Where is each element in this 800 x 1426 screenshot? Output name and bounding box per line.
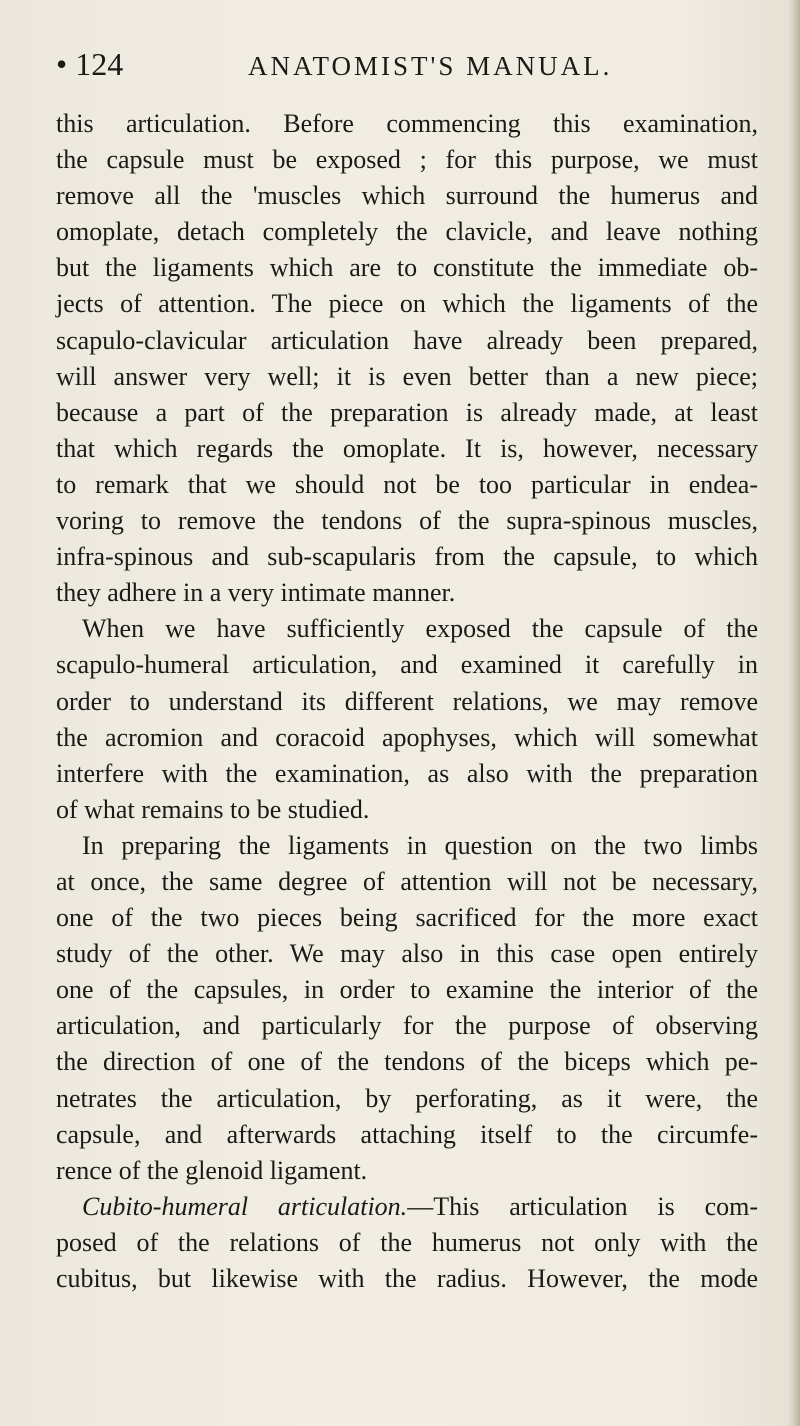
text-line: order to understand its different relations, we may remove bbox=[56, 686, 758, 716]
text-line: jects of attention. The piece on which the ligaments of the bbox=[56, 289, 758, 319]
text-line: the capsule must be exposed ; for this purpose, we must bbox=[56, 145, 758, 175]
section-heading: Cubito-humeral articulation. bbox=[82, 1191, 408, 1221]
page-edge-shadow bbox=[788, 0, 800, 1426]
text-line: rence of the glenoid ligament. bbox=[56, 1155, 368, 1185]
text-line: scapulo-humeral articulation, and examined it carefully in bbox=[56, 650, 758, 680]
text-line: because a part of the preparation is already made, at least bbox=[56, 397, 758, 427]
text-line: scapulo-clavicular articulation have already been prepared, bbox=[56, 325, 758, 355]
text-line: one of the two pieces being sacrificed for the more exact bbox=[56, 903, 758, 933]
text-line: interfere with the examination, as also with the preparation bbox=[56, 758, 758, 788]
text-line: When we have sufficiently exposed the capsule of the bbox=[82, 614, 758, 644]
text-line: posed of the relations of the humerus not only with the bbox=[56, 1227, 758, 1257]
text-line: cubitus, but likewise with the radius. However, the mode bbox=[56, 1264, 758, 1293]
text-line: of what remains to be studied. bbox=[56, 794, 370, 824]
text-line: will answer very well; it is even better than a new piece; bbox=[56, 361, 758, 391]
text-line: In preparing the ligaments in question on the two limbs bbox=[82, 830, 758, 860]
text-line: this articulation. Before commencing this examination, bbox=[56, 109, 758, 138]
text-line: omoplate, detach completely the clavicle, and leave nothing bbox=[56, 217, 758, 247]
page-header bbox=[56, 44, 756, 84]
text-line: one of the capsules, in order to examine the interior of the bbox=[56, 975, 758, 1005]
page-number: • 124 bbox=[56, 46, 124, 82]
text-line: netrates the articulation, by perforating, as it were, the bbox=[56, 1083, 758, 1113]
text-line: but the ligaments which are to constitute the immediate ob- bbox=[56, 253, 758, 283]
text-line: infra-spinous and sub-scapularis from the capsule, to which bbox=[56, 542, 758, 572]
text-line: the acromion and coracoid apophyses, which will somewhat bbox=[56, 722, 758, 752]
text-line: that which regards the omoplate. It is, however, necessary bbox=[56, 433, 758, 463]
text-line: to remark that we should not be too particular in endea- bbox=[56, 469, 758, 499]
text-line: articulation, and particularly for the purpose of observing bbox=[56, 1011, 758, 1041]
text-line: the direction of one of the tendons of the biceps which pe- bbox=[56, 1047, 758, 1077]
text-line: study of the other. We may also in this case open entirely bbox=[56, 939, 758, 969]
text-fragment: —This articulation is com- bbox=[407, 1191, 758, 1221]
body-text bbox=[56, 106, 758, 1297]
text-line: voring to remove the tendons of the supra-spinous muscles, bbox=[56, 506, 758, 536]
text-line: they adhere in a very intimate manner. bbox=[56, 578, 456, 608]
running-head: ANATOMIST'S MANUAL. bbox=[248, 51, 613, 81]
text-line: at once, the same degree of attention will not be necessary, bbox=[56, 866, 758, 896]
text-line: capsule, and afterwards attaching itself to the circumfe- bbox=[56, 1119, 758, 1149]
section-heading-line bbox=[56, 1189, 758, 1225]
text-line: remove all the 'muscles which surround the humerus and bbox=[56, 181, 758, 211]
